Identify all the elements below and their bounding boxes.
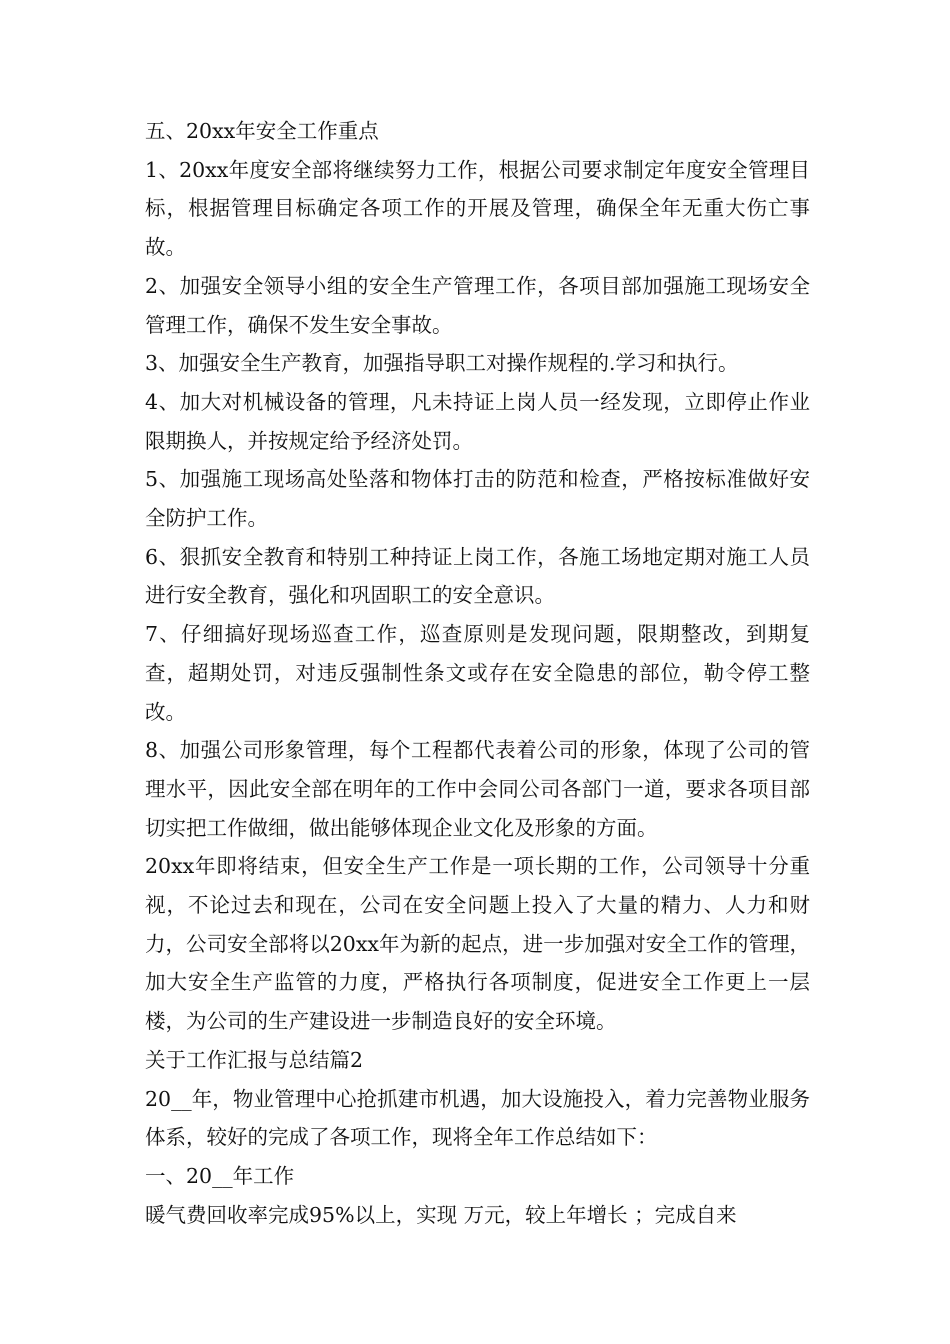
document-body bbox=[145, 112, 810, 1234]
list-item: 4、加大对机械设备的管理，凡未持证上岗人员一经发现，立即停止作业限期换人，并按规定给予经济处罚。 bbox=[145, 389, 810, 453]
list-item: 3、加强安全生产教育，加强指导职工对操作规程的.学习和执行。 bbox=[145, 351, 739, 376]
body-paragraph: 暖气费回收率完成95%以上，实现 万元，较上年增长 ；完成自来 bbox=[145, 1202, 737, 1227]
list-item: 7、仔细搞好现场巡查工作，巡查原则是发现问题，限期整改，到期复查，超期处罚，对违反强制性条文或存在安全隐患的部位，勒令停工整改。 bbox=[145, 622, 810, 724]
list-item: 8、加强公司形象管理，每个工程都代表着公司的形象，体现了公司的管理水平，因此安全部在明年的工作中会同公司各部门一道，要求各项目部切实把工作做细，做出能够体现企业文化及形象的方面。 bbox=[145, 738, 810, 840]
list-item: 6、狠抓安全教育和特别工种持证上岗工作，各施工场地定期对施工人员进行安全教育，强化和巩固职工的安全意识。 bbox=[145, 544, 810, 608]
section-heading: 一、20__年工作 bbox=[145, 1163, 295, 1188]
article-title: 关于工作汇报与总结篇2 bbox=[145, 1047, 364, 1072]
body-paragraph: 20__年，物业管理中心抢抓建市机遇，加大设施投入，着力完善物业服务体系，较好的完成了各项工作，现将全年工作总结如下： bbox=[145, 1086, 810, 1150]
list-item: 1、20xx年度安全部将继续努力工作，根据公司要求制定年度安全管理目标，根据管理目标确定各项工作的开展及管理，确保全年无重大伤亡事故。 bbox=[145, 157, 810, 260]
list-item: 2、加强安全领导小组的安全生产管理工作，各项目部加强施工现场安全管理工作，确保不发生安全事故。 bbox=[145, 273, 810, 337]
list-item: 5、加强施工现场高处坠落和物体打击的防范和检查，严格按标准做好安全防护工作。 bbox=[145, 467, 810, 531]
section-heading: 五、20xx年安全工作重点 bbox=[145, 119, 379, 143]
body-paragraph: 20xx年即将结束，但安全生产工作是一项长期的工作，公司领导十分重视，不论过去和现在，公司在安全问题上投入了大量的精力、人力和财力，公司安全部将以20xx年为新的起点，进一步加强对安全工作的管理，加大安全生产监管的力度，严格执行各项制度，促进安全工作更上一层楼，为公司的生产建设进一步制造良好的安全环境。 bbox=[145, 854, 810, 1034]
